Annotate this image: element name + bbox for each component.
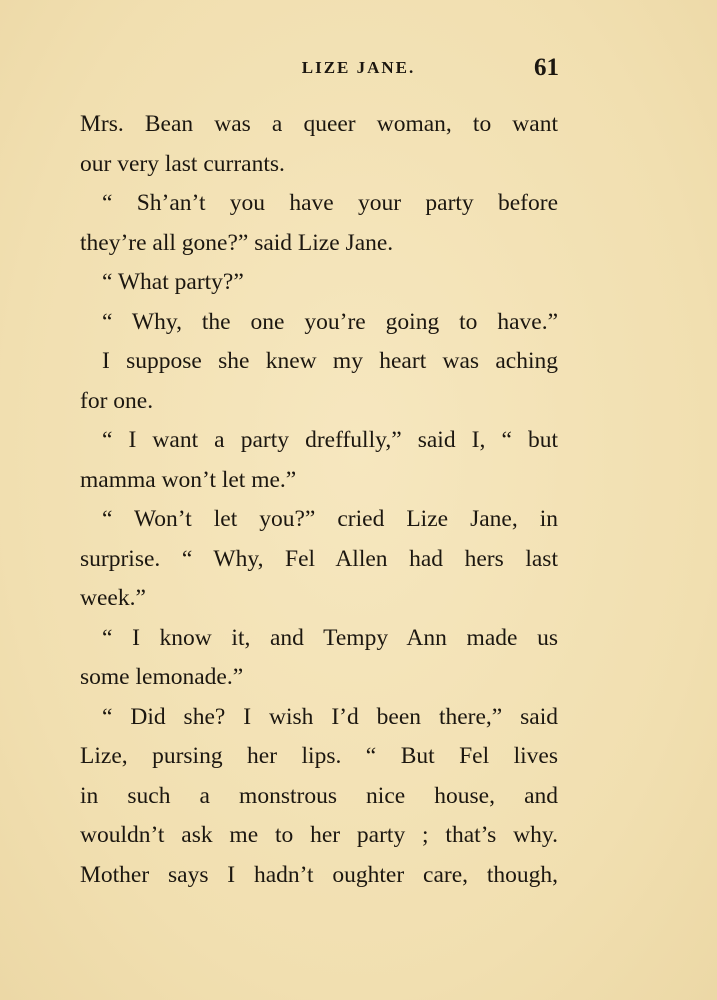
text-line: mamma won’t let me.” <box>80 466 297 493</box>
text-line: wouldn’t ask me to her party ; that’s why. <box>80 822 558 848</box>
text-line: Mrs. Bean was a queer woman, to want <box>80 111 558 137</box>
text-line: week.” <box>80 585 146 611</box>
page-number: 61 <box>534 54 559 81</box>
text-line: Lize, pursing her lips. “ But Fel lives <box>80 743 558 769</box>
text-line: surprise. “ Why, Fel Allen had hers last <box>80 545 558 572</box>
text-line: for one. <box>80 387 154 414</box>
running-head <box>0 56 717 84</box>
text-line: some lemonade.” <box>80 664 244 690</box>
text-line: “ Why, the one you’re going to have.” <box>102 308 558 335</box>
text-line: “ Sh’an’t you have your party before <box>102 190 558 216</box>
text-line: in such a monstrous nice house, and <box>80 782 558 809</box>
text-line: “ I want a party dreffully,” said I, “ but <box>102 427 558 453</box>
text-line: “ Won’t let you?” cried Lize Jane, in <box>102 506 558 532</box>
text-line: I suppose she knew my heart was aching <box>102 348 558 374</box>
body-text <box>80 105 558 895</box>
text-line: they’re all gone?” said Lize Jane. <box>80 229 394 256</box>
text-line: “ Did she? I wish I’d been there,” said <box>102 703 558 730</box>
running-title: LIZE JANE. <box>301 58 416 77</box>
text-line: Mother says I hadn’t oughter care, though, <box>80 861 558 888</box>
text-line: “ I know it, and Tempy Ann made us <box>102 624 558 651</box>
text-line: “ What party?” <box>102 269 244 295</box>
text-line: our very last currants. <box>80 150 285 177</box>
